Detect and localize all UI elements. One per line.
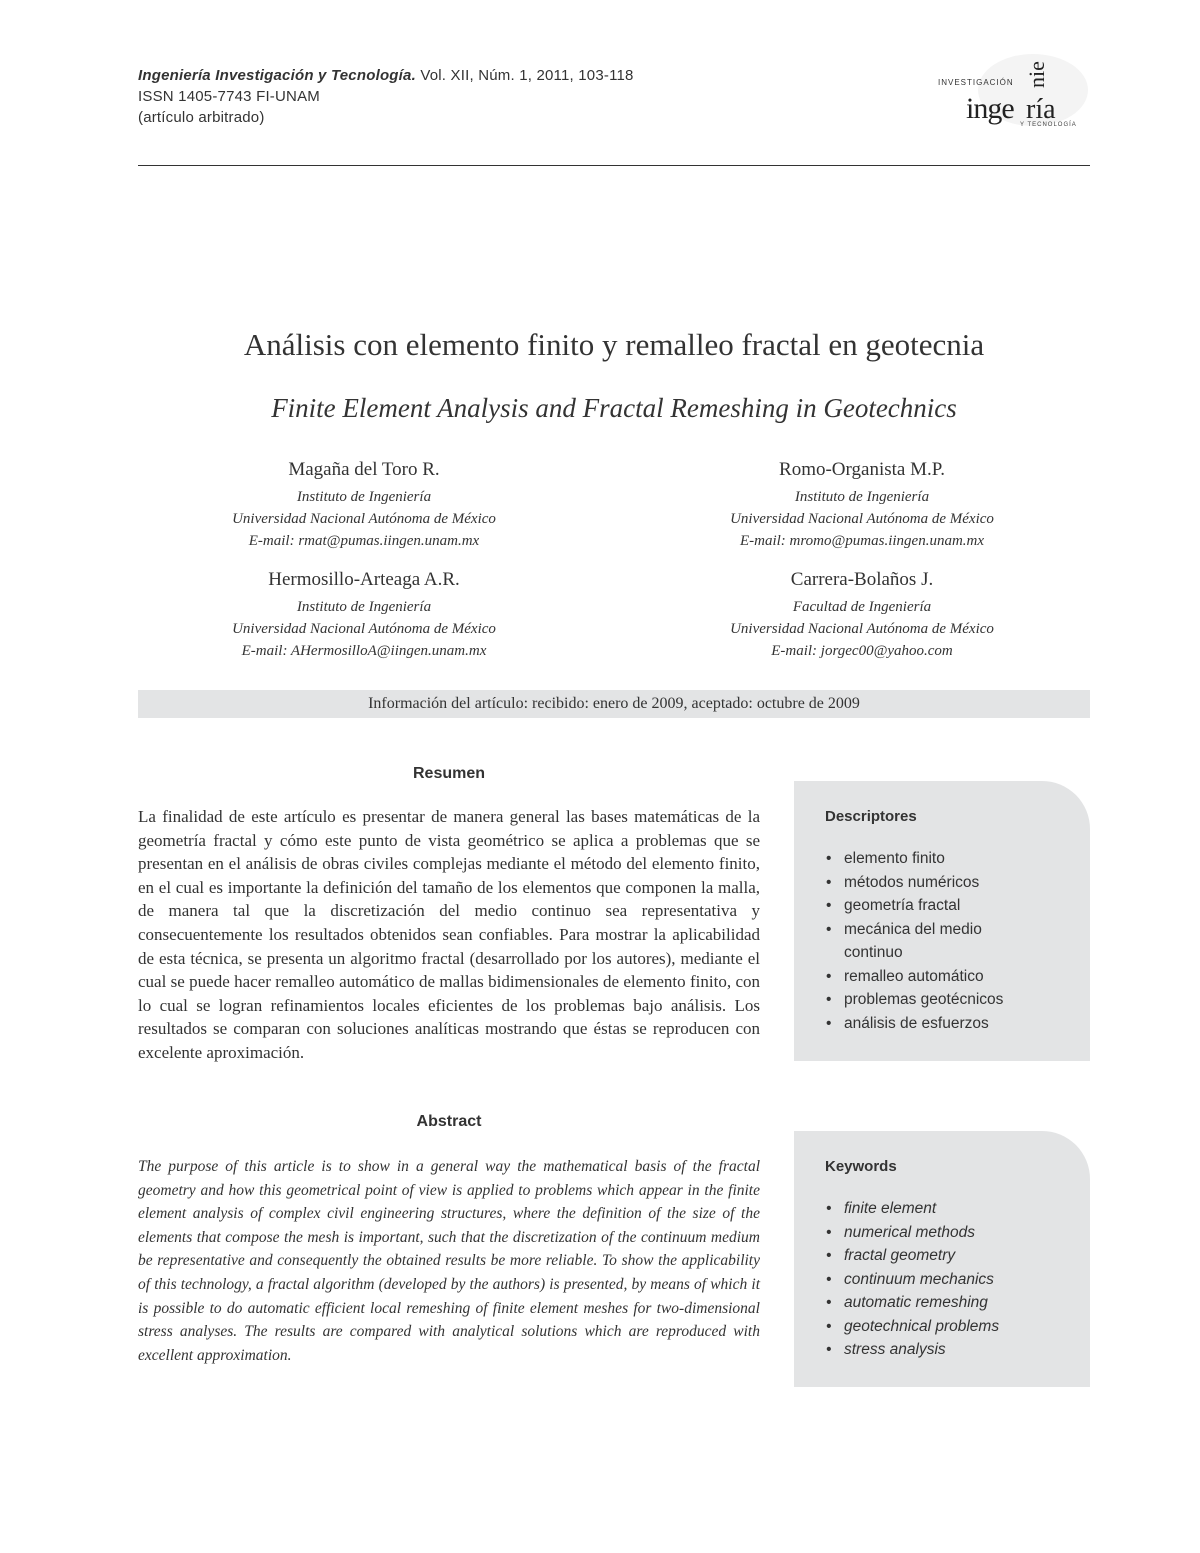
descriptores-box <box>794 781 1090 1061</box>
journal-citation <box>138 66 634 86</box>
journal-volume: Vol. XII, Núm. 1, 2011, 103-118 <box>420 67 634 84</box>
author-institute: Facultad de Ingeniería <box>792 599 932 615</box>
author-university: Universidad Nacional Autónoma de México <box>232 621 496 637</box>
list-item: • problemas geotécnicos <box>826 988 1076 1012</box>
list-item: • remalleo automático <box>826 965 1076 989</box>
author-name: Magaña del Toro R. <box>288 459 440 480</box>
article-title: Análisis con elemento finito y remalleo fractal en geotecnia <box>243 327 985 362</box>
list-item: • automatic remeshing <box>826 1291 1076 1315</box>
author-university: Universidad Nacional Autónoma de México <box>232 511 496 527</box>
author-name: Romo-Organista M.P. <box>779 459 945 480</box>
author-university: Universidad Nacional Autónoma de México <box>730 621 994 637</box>
author-name: Hermosillo-Arteaga A.R. <box>268 569 460 590</box>
logo-bottom-text: Y TECNOLOGÍA <box>1020 122 1077 128</box>
author-email: E-mail: mromo@pumas.iingen.unam.mx <box>739 533 985 549</box>
author-email: E-mail: rmat@pumas.iingen.unam.mx <box>248 533 480 549</box>
keywords-box <box>794 1131 1090 1387</box>
list-item: • análisis de esfuerzos <box>826 1012 1076 1036</box>
keywords-list <box>826 1197 1076 1362</box>
author-block <box>124 568 604 662</box>
author-email: E-mail: AHermosilloA@iingen.unam.mx <box>241 643 487 659</box>
author-email: E-mail: jorgec00@yahoo.com <box>771 643 953 659</box>
keywords-heading: Keywords <box>825 1158 897 1175</box>
logo-main-text: inge <box>966 92 1014 125</box>
abstract-heading: Abstract <box>416 1113 482 1130</box>
list-item: • mecánica del medio continuo <box>826 918 994 965</box>
logo-ria-text: ría <box>1026 94 1056 125</box>
author-block <box>622 458 1102 552</box>
list-item: • continuum mechanics <box>826 1268 1076 1292</box>
list-item: • geometría fractal <box>826 894 1076 918</box>
list-item: • stress analysis <box>826 1338 1076 1362</box>
list-item: • geotechnical problems <box>826 1315 1076 1339</box>
journal-logo <box>938 54 1090 132</box>
author-institute: Instituto de Ingeniería <box>296 489 432 505</box>
list-item: • fractal geometry <box>826 1244 1076 1268</box>
list-item: • numerical methods <box>826 1221 1076 1245</box>
header-rule <box>138 165 1090 166</box>
author-institute: Instituto de Ingeniería <box>296 599 432 615</box>
article-subtitle: Finite Element Analysis and Fractal Remeshing in Geotechnics <box>271 393 957 423</box>
article-info-bar: Información del artículo: recibido: enero de 2009, aceptado: octubre de 2009 <box>138 690 1090 718</box>
list-item: • finite element <box>826 1197 1076 1221</box>
journal-name: Ingeniería Investigación y Tecnología. <box>138 67 416 84</box>
author-block <box>124 458 604 552</box>
author-name: Carrera-Bolaños J. <box>790 569 934 590</box>
list-item: • métodos numéricos <box>826 871 1076 895</box>
resumen-text: La finalidad de este artículo es presentar de manera general las bases matemáticas de la geometría fractal y cómo este punto de vista geométrico se aplica a problemas que se presentan en el análisis de obras civiles complejas mediante el método del elemento finito, en el cual es importante la definición del tamaño de los elementos que componen la malla, de manera tal que la discretización del medio continuo sea representativa y consecuentemente los resultados obtenidos sean confiables. Para mostrar la aplicabilidad de esta técnica, se presenta un algoritmo fractal (desarrollado por los autores), mediante el cual se puede hacer remalleo automático de mallas bidimensionales de elemento finito, con lo cual se logran refinamientos locales eficientes de los problemas bajo análisis. Los resultados se comparan con soluciones analíticas mostrando que éstas se reproducen con excelente aproximación. <box>138 807 760 1062</box>
author-institute: Instituto de Ingeniería <box>794 489 930 505</box>
logo-top-text: INVESTIGACIÓN <box>938 78 1014 87</box>
abstract-text: The purpose of this article is to show in a general way the mathematical basis of the fractal geometry and how this geometrical point of view is applied to problems which appear in the finite element analysis of complex civil engineering structures, where the definition of the size of the elements that compose the mesh is important, such that the discretization of the continuum medium be representative and consequently the obtained results be more reliable. To show the applicability of this technology, a fractal algorithm (developed by the authors) is presented, by means of which it is possible to do automatic efficient local remeshing of finite element meshes for two-dimensional stress analyses. The results are compared with analytical solutions which are reproduced with excellent approximation. <box>138 1158 760 1364</box>
author-university: Universidad Nacional Autónoma de México <box>730 511 994 527</box>
resumen-heading: Resumen <box>412 765 486 782</box>
journal-issn: ISSN 1405-7743 FI-UNAM <box>138 88 320 105</box>
descriptores-heading: Descriptores <box>825 808 917 825</box>
article-type: (artículo arbitrado) <box>138 109 265 126</box>
descriptores-list <box>826 847 1076 1035</box>
logo-vertical-text: nie <box>1024 61 1049 88</box>
author-block <box>622 568 1102 662</box>
list-item: • elemento finito <box>826 847 1076 871</box>
